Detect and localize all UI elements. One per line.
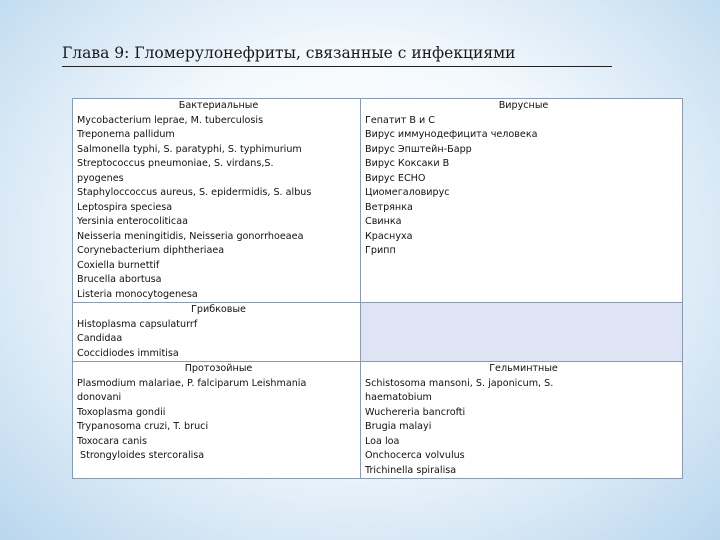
list-item: Loa loa xyxy=(365,435,400,447)
list-item: Mycobacterium leprae, M. tuberculosis xyxy=(77,114,264,126)
list-item: Вирус Коксаки B xyxy=(365,158,450,169)
list-item: Вирус Эпштейн-Барр xyxy=(365,143,472,155)
list-item: Corynebacterium diphtheriaea xyxy=(77,245,225,256)
viral-cell xyxy=(361,99,683,303)
helminthic-cell xyxy=(361,362,683,479)
viral-list xyxy=(365,114,682,259)
helminthic-list xyxy=(365,377,682,479)
empty-cell xyxy=(361,303,683,362)
fungal-header: Грибковые xyxy=(191,304,246,315)
title-underline xyxy=(62,66,612,67)
protozoal-list xyxy=(77,377,360,464)
list-item: Toxoplasma gondii xyxy=(77,406,166,418)
list-item: Candidaa xyxy=(77,333,123,344)
list-item: Salmonella typhi, S. paratyphi, S. typhimurium xyxy=(77,143,302,155)
protozoal-header: Протозойные xyxy=(184,363,253,374)
list-item: Strongyloides stercoralisa xyxy=(77,450,205,461)
list-item: Schistosoma mansoni, S. japonicum, S. xyxy=(365,377,554,389)
list-item: Coccidiodes immitisa xyxy=(77,347,179,359)
list-item: Coxiella burnettif xyxy=(77,259,160,271)
list-item: Ветрянка xyxy=(365,201,413,213)
list-item: Treponema pallidum xyxy=(77,129,175,140)
list-item: haematobium xyxy=(365,392,432,403)
list-item: Staphyloccoccus aureus, S. epidermidis, S. albus xyxy=(77,187,312,198)
list-item: Toxocara canis xyxy=(77,435,147,447)
list-item: pyogenes xyxy=(77,172,124,184)
slide-title: Глава 9: Гломерулонефриты, связанные с инфекциями xyxy=(62,44,516,62)
list-item: donovani xyxy=(77,392,122,403)
list-item: Plasmodium malariae, P. falciparum Leishmania xyxy=(77,377,307,389)
protozoal-cell xyxy=(73,362,361,479)
list-item: Грипп xyxy=(365,245,396,256)
fungal-cell xyxy=(73,303,361,362)
list-item: Onchocerca volvulus xyxy=(365,450,465,461)
list-item: Wuchereria bancrofti xyxy=(365,406,466,418)
list-item: Trichinella spiralisa xyxy=(365,464,457,476)
bacterial-header: Бактериальные xyxy=(178,100,259,111)
list-item: Trypanosoma cruzi, T. bruci xyxy=(77,421,209,432)
list-item: Гепатит B и C xyxy=(365,114,435,126)
list-item: Listeria monocytogenesa xyxy=(77,288,198,300)
list-item: Циомегаловирус xyxy=(365,187,450,198)
list-item: Краснуха xyxy=(365,230,413,242)
bacterial-list xyxy=(77,114,360,303)
list-item: Brucella abortusa xyxy=(77,274,162,285)
viral-header: Вирусные xyxy=(498,100,549,111)
list-item: Yersinia enterocoliticaa xyxy=(77,216,188,227)
list-item: Вирус ECHO xyxy=(365,172,426,184)
infections-table xyxy=(72,98,683,479)
helminthic-header: Гельминтные xyxy=(489,363,558,374)
table-row xyxy=(73,99,683,303)
table-row xyxy=(73,362,683,479)
table-row xyxy=(73,303,683,362)
list-item: Brugia malayi xyxy=(365,421,432,432)
list-item: Вирус иммунодефицита человека xyxy=(365,129,538,140)
list-item: Histoplasma capsulaturrf xyxy=(77,318,198,330)
list-item: Neisseria meningitidis, Neisseria gonorrhoeaea xyxy=(77,230,304,242)
fungal-list xyxy=(77,318,360,362)
list-item: Свинка xyxy=(365,216,402,227)
list-item: Streptococcus pneumoniae, S. virdans,S. xyxy=(77,158,274,169)
list-item: Leptospira speciesa xyxy=(77,201,173,213)
bacterial-cell xyxy=(73,99,361,303)
